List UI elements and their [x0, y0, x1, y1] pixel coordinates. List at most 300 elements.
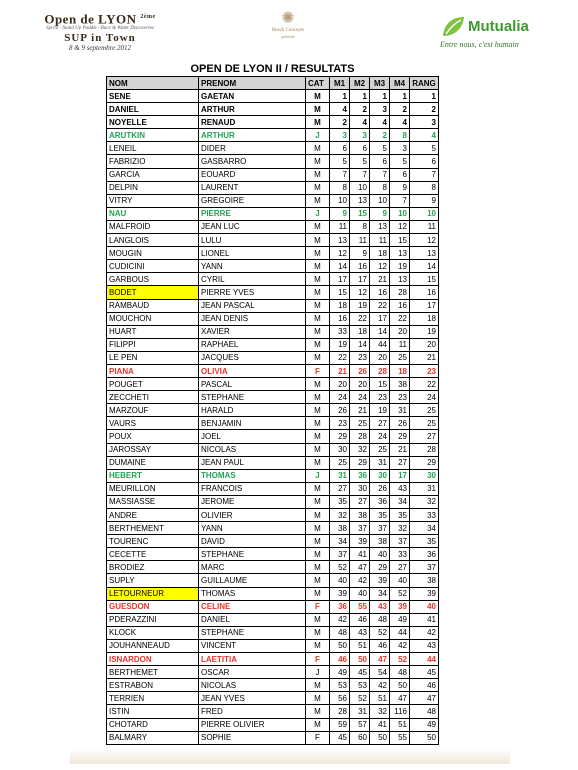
cell-m1: 40 — [330, 574, 350, 587]
cell-m2: 7 — [350, 168, 370, 181]
table-row — [107, 142, 439, 155]
cell-m4: 43 — [390, 482, 410, 495]
cell-m2: 23 — [350, 351, 370, 364]
cell-prenom: JEAN YVES — [199, 692, 306, 705]
table-row — [107, 181, 439, 194]
cell-m4: 5 — [390, 155, 410, 168]
cell-m3: 31 — [370, 456, 390, 469]
cell-nom: ESTRABON — [107, 679, 199, 692]
cell-m3: 41 — [370, 718, 390, 731]
cell-m3: 34 — [370, 587, 390, 600]
cell-cat: M — [306, 338, 330, 351]
table-row — [107, 378, 439, 391]
table-row — [107, 286, 439, 299]
cell-cat: F — [306, 364, 330, 377]
cell-m2: 47 — [350, 561, 370, 574]
cell-prenom: LIONEL — [199, 247, 306, 260]
cell-prenom: FRANCOIS — [199, 482, 306, 495]
cell-m1: 10 — [330, 194, 350, 207]
cell-rang: 2 — [410, 103, 439, 116]
cell-m2: 60 — [350, 731, 370, 744]
cell-rang: 11 — [410, 220, 439, 233]
footer-decoration — [70, 748, 510, 764]
cell-m3: 10 — [370, 194, 390, 207]
cell-m1: 11 — [330, 220, 350, 233]
table-row — [107, 639, 439, 652]
cell-nom: FILIPPI — [107, 338, 199, 351]
cell-m4: 10 — [390, 207, 410, 220]
cell-cat: M — [306, 378, 330, 391]
cell-prenom: OLIVIER — [199, 509, 306, 522]
table-row — [107, 404, 439, 417]
cell-m3: 46 — [370, 639, 390, 652]
beach-concepts-name: Beach Concepts — [271, 28, 305, 33]
cell-rang: 8 — [410, 181, 439, 194]
cell-m3: 14 — [370, 325, 390, 338]
col-header-m2: M2 — [350, 77, 370, 90]
cell-m1: 36 — [330, 600, 350, 613]
cell-m4: 51 — [390, 718, 410, 731]
cell-m4: 23 — [390, 391, 410, 404]
table-row — [107, 155, 439, 168]
cell-rang: 48 — [410, 705, 439, 718]
table-row — [107, 234, 439, 247]
cell-m1: 37 — [330, 548, 350, 561]
cell-m1: 12 — [330, 247, 350, 260]
cell-m3: 20 — [370, 351, 390, 364]
cell-m1: 7 — [330, 168, 350, 181]
cell-cat: M — [306, 613, 330, 626]
cell-m4: 116 — [390, 705, 410, 718]
cell-m1: 29 — [330, 430, 350, 443]
cell-m1: 59 — [330, 718, 350, 731]
cell-cat: M — [306, 155, 330, 168]
cell-m1: 31 — [330, 469, 350, 482]
table-row — [107, 548, 439, 561]
cell-nom: SUPLY — [107, 574, 199, 587]
cell-cat: M — [306, 142, 330, 155]
cell-m2: 9 — [350, 247, 370, 260]
cell-m1: 1 — [330, 90, 350, 103]
cell-cat: M — [306, 587, 330, 600]
cell-m2: 53 — [350, 679, 370, 692]
cell-prenom: YANN — [199, 260, 306, 273]
cell-cat: M — [306, 692, 330, 705]
cell-m2: 1 — [350, 90, 370, 103]
cell-nom: SENE — [107, 90, 199, 103]
table-row — [107, 194, 439, 207]
cell-rang: 27 — [410, 430, 439, 443]
cell-nom: MARZOUF — [107, 404, 199, 417]
cell-m2: 52 — [350, 692, 370, 705]
cell-cat: M — [306, 535, 330, 548]
cell-nom: MEURILLON — [107, 482, 199, 495]
cell-rang: 30 — [410, 469, 439, 482]
cell-m1: 2 — [330, 116, 350, 129]
cell-prenom: JEROME — [199, 495, 306, 508]
cell-cat: M — [306, 561, 330, 574]
cell-m1: 22 — [330, 351, 350, 364]
table-row — [107, 312, 439, 325]
cell-nom: ISNARDON — [107, 653, 199, 666]
cell-nom: LENEIL — [107, 142, 199, 155]
cell-m2: 29 — [350, 456, 370, 469]
cell-m1: 39 — [330, 587, 350, 600]
cell-m4: 9 — [390, 181, 410, 194]
cell-nom: CHOTARD — [107, 718, 199, 731]
cell-nom: GARCIA — [107, 168, 199, 181]
cell-cat: M — [306, 482, 330, 495]
cell-m3: 47 — [370, 653, 390, 666]
cell-m2: 11 — [350, 234, 370, 247]
cell-nom: JOUHANNEAUD — [107, 639, 199, 652]
cell-m4: 18 — [390, 364, 410, 377]
cell-m3: 1 — [370, 90, 390, 103]
cell-rang: 34 — [410, 522, 439, 535]
cell-m2: 42 — [350, 574, 370, 587]
event-logo-sup-in-town: SUP in Town — [64, 32, 136, 45]
cell-m3: 23 — [370, 391, 390, 404]
cell-m1: 4 — [330, 103, 350, 116]
cell-nom: KLOCK — [107, 626, 199, 639]
results-table — [106, 62, 439, 745]
table-row — [107, 338, 439, 351]
cell-prenom: CYRIL — [199, 273, 306, 286]
cell-nom: PIANA — [107, 364, 199, 377]
table-row — [107, 325, 439, 338]
cell-m4: 4 — [390, 116, 410, 129]
col-header-m3: M3 — [370, 77, 390, 90]
cell-m4: 1 — [390, 90, 410, 103]
cell-m4: 49 — [390, 613, 410, 626]
results-title: OPEN DE LYON II / RESULTATS — [190, 63, 355, 75]
cell-rang: 22 — [410, 378, 439, 391]
cell-cat: M — [306, 718, 330, 731]
cell-rang: 24 — [410, 391, 439, 404]
cell-m3: 30 — [370, 469, 390, 482]
cell-m4: 37 — [390, 535, 410, 548]
cell-rang: 50 — [410, 731, 439, 744]
cell-cat: M — [306, 234, 330, 247]
table-row — [107, 391, 439, 404]
cell-m2: 46 — [350, 613, 370, 626]
cell-nom: CECETTE — [107, 548, 199, 561]
cell-m1: 13 — [330, 234, 350, 247]
cell-cat: M — [306, 90, 330, 103]
cell-prenom: GREGOIRE — [199, 194, 306, 207]
cell-prenom: FRED — [199, 705, 306, 718]
table-row — [107, 705, 439, 718]
cell-cat: J — [306, 129, 330, 142]
cell-rang: 5 — [410, 142, 439, 155]
col-header-m4: M4 — [390, 77, 410, 90]
table-row — [107, 482, 439, 495]
cell-nom: LANGLOIS — [107, 234, 199, 247]
cell-m4: 40 — [390, 574, 410, 587]
cell-m4: 52 — [390, 587, 410, 600]
cell-m1: 35 — [330, 495, 350, 508]
cell-rang: 3 — [410, 116, 439, 129]
cell-m2: 24 — [350, 391, 370, 404]
cell-cat: M — [306, 495, 330, 508]
table-row — [107, 90, 439, 103]
cell-m1: 33 — [330, 325, 350, 338]
cell-m1: 53 — [330, 679, 350, 692]
cell-m1: 20 — [330, 378, 350, 391]
cell-rang: 39 — [410, 587, 439, 600]
cell-nom: GARBOUS — [107, 273, 199, 286]
cell-prenom: LAURENT — [199, 181, 306, 194]
cell-m2: 20 — [350, 378, 370, 391]
cell-m4: 12 — [390, 220, 410, 233]
cell-m2: 36 — [350, 469, 370, 482]
cell-rang: 33 — [410, 509, 439, 522]
cell-m4: 7 — [390, 194, 410, 207]
cell-m4: 38 — [390, 378, 410, 391]
cell-m1: 14 — [330, 260, 350, 273]
cell-nom: MOUCHON — [107, 312, 199, 325]
table-header-row — [107, 77, 439, 90]
cell-m1: 48 — [330, 626, 350, 639]
cell-cat: F — [306, 731, 330, 744]
cell-cat: M — [306, 705, 330, 718]
cell-prenom: THOMAS — [199, 587, 306, 600]
cell-m4: 28 — [390, 286, 410, 299]
cell-cat: M — [306, 168, 330, 181]
cell-prenom: EOUARD — [199, 168, 306, 181]
cell-cat: M — [306, 103, 330, 116]
cell-nom: TERRIEN — [107, 692, 199, 705]
cell-m1: 18 — [330, 299, 350, 312]
cell-prenom: JACQUES — [199, 351, 306, 364]
cell-m1: 19 — [330, 338, 350, 351]
cell-m3: 39 — [370, 574, 390, 587]
cell-m2: 41 — [350, 548, 370, 561]
cell-prenom: THOMAS — [199, 469, 306, 482]
cell-cat: M — [306, 417, 330, 430]
cell-m3: 15 — [370, 378, 390, 391]
cell-prenom: VINCENT — [199, 639, 306, 652]
cell-rang: 32 — [410, 495, 439, 508]
cell-prenom: JEAN DENIS — [199, 312, 306, 325]
cell-m1: 3 — [330, 129, 350, 142]
cell-prenom: BENJAMIN — [199, 417, 306, 430]
cell-nom: HUART — [107, 325, 199, 338]
cell-rang: 17 — [410, 299, 439, 312]
event-logo-title: Open de LYON — [44, 11, 137, 27]
table-row — [107, 247, 439, 260]
cell-m3: 43 — [370, 600, 390, 613]
cell-m2: 21 — [350, 404, 370, 417]
cell-prenom: STEPHANE — [199, 626, 306, 639]
cell-m4: 32 — [390, 522, 410, 535]
cell-cat: M — [306, 456, 330, 469]
cell-rang: 47 — [410, 692, 439, 705]
cell-m3: 32 — [370, 705, 390, 718]
col-header-nom: NOM — [107, 77, 199, 90]
cell-m2: 25 — [350, 417, 370, 430]
cell-rang: 25 — [410, 404, 439, 417]
cell-m4: 19 — [390, 260, 410, 273]
cell-m4: 27 — [390, 561, 410, 574]
table-row — [107, 351, 439, 364]
cell-m1: 56 — [330, 692, 350, 705]
cell-m4: 42 — [390, 639, 410, 652]
col-header-cat: CAT — [306, 77, 330, 90]
cell-m4: 6 — [390, 168, 410, 181]
cell-prenom: JEAN PAUL — [199, 456, 306, 469]
cell-m1: 25 — [330, 456, 350, 469]
cell-m4: 26 — [390, 417, 410, 430]
cell-cat: M — [306, 116, 330, 129]
cell-prenom: STEPHANE — [199, 391, 306, 404]
cell-prenom: STEPHANE — [199, 548, 306, 561]
cell-m1: 26 — [330, 404, 350, 417]
cell-prenom: LULU — [199, 234, 306, 247]
cell-rang: 35 — [410, 535, 439, 548]
cell-prenom: JOEL — [199, 430, 306, 443]
cell-cat: M — [306, 351, 330, 364]
table-row — [107, 364, 439, 377]
cell-prenom: PIERRE — [199, 207, 306, 220]
cell-m3: 19 — [370, 404, 390, 417]
table-row — [107, 299, 439, 312]
cell-prenom: GUILLAUME — [199, 574, 306, 587]
cell-nom: ARUTKIN — [107, 129, 199, 142]
cell-cat: M — [306, 260, 330, 273]
cell-m1: 28 — [330, 705, 350, 718]
cell-rang: 10 — [410, 207, 439, 220]
mutualia-logo — [432, 14, 550, 54]
table-row — [107, 207, 439, 220]
cell-nom: MALFROID — [107, 220, 199, 233]
cell-rang: 25 — [410, 417, 439, 430]
cell-m3: 35 — [370, 509, 390, 522]
cell-nom: HEBERT — [107, 469, 199, 482]
cell-m3: 3 — [370, 103, 390, 116]
cell-m3: 27 — [370, 417, 390, 430]
cell-cat: M — [306, 391, 330, 404]
cell-m3: 6 — [370, 155, 390, 168]
cell-nom: BALMARY — [107, 731, 199, 744]
cell-m2: 55 — [350, 600, 370, 613]
cell-m1: 23 — [330, 417, 350, 430]
table-row — [107, 587, 439, 600]
cell-m3: 21 — [370, 273, 390, 286]
cell-nom: POUGET — [107, 378, 199, 391]
cell-m2: 22 — [350, 312, 370, 325]
cell-cat: J — [306, 469, 330, 482]
cell-cat: M — [306, 679, 330, 692]
mutualia-brand: Mutualia — [468, 18, 529, 35]
cell-cat: M — [306, 312, 330, 325]
cell-m3: 5 — [370, 142, 390, 155]
cell-m1: 30 — [330, 443, 350, 456]
cell-m1: 49 — [330, 666, 350, 679]
cell-m1: 52 — [330, 561, 350, 574]
cell-m2: 57 — [350, 718, 370, 731]
cell-prenom: DANIEL — [199, 613, 306, 626]
cell-m3: 9 — [370, 207, 390, 220]
cell-prenom: DAVID — [199, 535, 306, 548]
cell-m3: 16 — [370, 286, 390, 299]
cell-m2: 32 — [350, 443, 370, 456]
cell-m4: 47 — [390, 692, 410, 705]
cell-nom: BODET — [107, 286, 199, 299]
cell-prenom: HARALD — [199, 404, 306, 417]
cell-m2: 15 — [350, 207, 370, 220]
cell-m1: 42 — [330, 613, 350, 626]
cell-rang: 1 — [410, 90, 439, 103]
cell-m1: 38 — [330, 522, 350, 535]
cell-cat: M — [306, 430, 330, 443]
cell-nom: VAURS — [107, 417, 199, 430]
cell-rang: 31 — [410, 482, 439, 495]
cell-nom: ANDRE — [107, 509, 199, 522]
cell-nom: BRODIEZ — [107, 561, 199, 574]
cell-cat: M — [306, 509, 330, 522]
cell-prenom: SOPHIE — [199, 731, 306, 744]
cell-m2: 40 — [350, 587, 370, 600]
event-logo-subtitle: Sprint - Stand Up Paddle - Race & Water Discoveries — [46, 26, 154, 32]
cell-cat: M — [306, 194, 330, 207]
cell-m2: 39 — [350, 535, 370, 548]
cell-m1: 16 — [330, 312, 350, 325]
cell-rang: 46 — [410, 679, 439, 692]
cell-nom: LETOURNEUR — [107, 587, 199, 600]
cell-m4: 55 — [390, 731, 410, 744]
table-row — [107, 522, 439, 535]
cell-rang: 49 — [410, 718, 439, 731]
cell-m4: 17 — [390, 469, 410, 482]
cell-m3: 42 — [370, 679, 390, 692]
cell-m3: 50 — [370, 731, 390, 744]
cell-m2: 27 — [350, 495, 370, 508]
cell-m3: 36 — [370, 495, 390, 508]
cell-prenom: PIERRE YVES — [199, 286, 306, 299]
cell-m4: 50 — [390, 679, 410, 692]
cell-nom: NAU — [107, 207, 199, 220]
table-row — [107, 535, 439, 548]
cell-m4: 16 — [390, 299, 410, 312]
cell-cat: M — [306, 548, 330, 561]
cell-rang: 23 — [410, 364, 439, 377]
table-row — [107, 731, 439, 744]
cell-m2: 50 — [350, 653, 370, 666]
cell-m2: 28 — [350, 430, 370, 443]
cell-cat: J — [306, 666, 330, 679]
cell-nom: ZECCHETI — [107, 391, 199, 404]
cell-m3: 26 — [370, 482, 390, 495]
cell-cat: M — [306, 404, 330, 417]
cell-cat: M — [306, 220, 330, 233]
cell-m3: 28 — [370, 364, 390, 377]
cell-m3: 29 — [370, 561, 390, 574]
table-row — [107, 260, 439, 273]
cell-rang: 36 — [410, 548, 439, 561]
table-row — [107, 626, 439, 639]
table-row — [107, 692, 439, 705]
cell-m4: 22 — [390, 312, 410, 325]
cell-m2: 6 — [350, 142, 370, 155]
cell-m3: 51 — [370, 692, 390, 705]
col-header-prenom: PRENOM — [199, 77, 306, 90]
cell-m1: 9 — [330, 207, 350, 220]
cell-m4: 39 — [390, 600, 410, 613]
cell-nom: JAROSSAY — [107, 443, 199, 456]
table-row — [107, 718, 439, 731]
cell-prenom: CELINE — [199, 600, 306, 613]
